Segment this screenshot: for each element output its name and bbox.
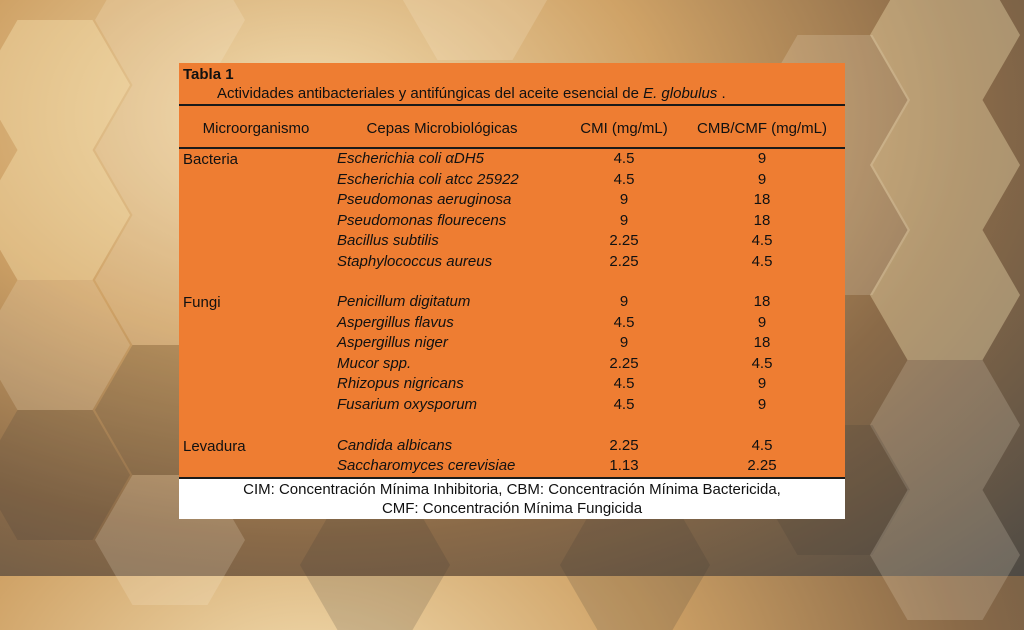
table-row (179, 253, 845, 273)
cmb-cell: 4.5 (751, 232, 773, 249)
cmi-cell: 2.25 (609, 355, 639, 372)
strain-cell: Aspergillus flavus (337, 314, 454, 331)
table-footnote (179, 479, 845, 519)
cmi-cell: 9 (619, 191, 629, 208)
cmb-cell: 9 (757, 375, 767, 392)
strain-cell: Aspergillus niger (337, 334, 448, 351)
caption-species: E. globulus (643, 85, 718, 102)
background-hexagon (300, 500, 450, 630)
table-row (179, 191, 845, 211)
cmb-cell: 9 (757, 314, 767, 331)
cmb-cell: 2.25 (747, 457, 777, 474)
table-row (179, 171, 845, 191)
footnote-line-1: CIM: Concentración Mínima Inhibitoria, CBM: Concentración Mínima Bactericida, (243, 481, 781, 498)
cmi-cell: 4.5 (613, 396, 635, 413)
strain-cell: Fusarium oxysporum (337, 396, 478, 413)
table-row (179, 457, 845, 477)
strain-cell: Rhizopus nigricans (337, 375, 464, 392)
cmb-cell: 18 (753, 191, 771, 208)
cmi-cell: 9 (619, 212, 629, 229)
footnote-line-2: CMF: Concentración Mínima Fungicida (381, 500, 643, 517)
strain-cell: Saccharomyces cerevisiae (337, 457, 516, 474)
cmb-cell: 18 (753, 212, 771, 229)
table-row (179, 334, 845, 354)
cmb-cell: 18 (753, 334, 771, 351)
strain-cell: Pseudomonas flourecens (337, 212, 507, 229)
cmb-cell: 18 (753, 293, 771, 310)
table-row (179, 396, 845, 416)
header-cmi: CMI (mg/mL) (580, 120, 668, 137)
table-caption-text (217, 85, 726, 102)
results-table (179, 63, 845, 518)
table-caption (179, 63, 845, 104)
cmi-cell: 2.25 (609, 232, 639, 249)
cmb-cell: 4.5 (751, 355, 773, 372)
table-header-rule (179, 147, 845, 149)
table-caption-title: Tabla 1 (183, 66, 234, 83)
table-top-rule (179, 104, 845, 106)
header-microorganismo: Microorganismo (202, 120, 310, 137)
cmi-cell: 4.5 (613, 171, 635, 188)
group-label: Fungi (183, 294, 221, 311)
table-row (179, 355, 845, 375)
cmb-cell: 9 (757, 171, 767, 188)
header-cmb-cmf: CMB/CMF (mg/mL) (697, 120, 827, 137)
table-row (179, 293, 845, 313)
cmi-cell: 9 (619, 334, 629, 351)
cmi-cell: 4.5 (613, 314, 635, 331)
cmi-cell: 1.13 (609, 457, 639, 474)
caption-prefix: Actividades antibacteriales y antifúngicas del aceite esencial de (217, 85, 644, 102)
strain-cell: Pseudomonas aeruginosa (337, 191, 512, 208)
strain-cell: Penicillum digitatum (337, 293, 471, 310)
table-row (179, 150, 845, 170)
table-row (179, 232, 845, 252)
caption-suffix: . (717, 85, 726, 102)
table-row (179, 212, 845, 232)
strain-cell: Bacillus subtilis (337, 232, 439, 249)
cmi-cell: 4.5 (613, 150, 635, 167)
header-cepas: Cepas Microbiológicas (366, 120, 518, 137)
cmb-cell: 4.5 (751, 253, 773, 270)
strain-cell: Escherichia coli αDH5 (337, 150, 484, 167)
table-row (179, 437, 845, 457)
cmi-cell: 4.5 (613, 375, 635, 392)
table-row (179, 375, 845, 395)
cmb-cell: 9 (757, 396, 767, 413)
strain-cell: Candida albicans (337, 437, 453, 454)
strain-cell: Staphylococcus aureus (337, 253, 493, 270)
strain-cell: Escherichia coli atcc 25922 (337, 171, 519, 188)
background-hexagon (560, 500, 710, 630)
cmi-cell: 2.25 (609, 437, 639, 454)
cmb-cell: 4.5 (751, 437, 773, 454)
cmi-cell: 2.25 (609, 253, 639, 270)
group-label: Levadura (183, 438, 246, 455)
group-label: Bacteria (183, 151, 239, 168)
strain-cell: Mucor spp. (337, 355, 412, 372)
table-row (179, 314, 845, 334)
cmi-cell: 9 (619, 293, 629, 310)
background-hexagon (400, 0, 550, 60)
cmb-cell: 9 (757, 150, 767, 167)
